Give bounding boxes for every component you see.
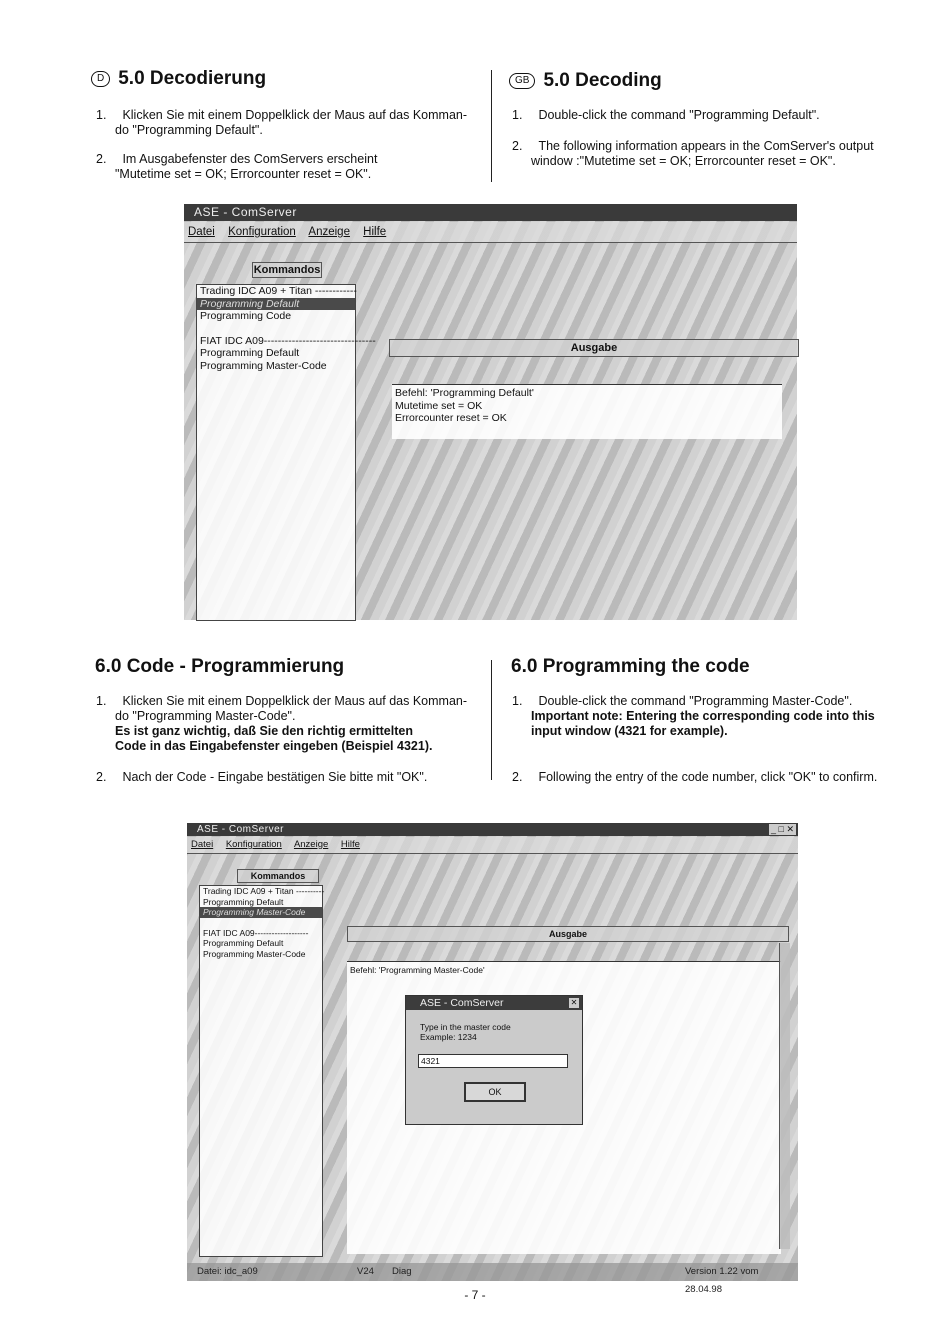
item-text: Double-click the command "Programming Default". xyxy=(538,108,820,122)
column-divider xyxy=(491,70,492,182)
item-text: Im Ausgabefenster des ComServers erscheint xyxy=(122,152,378,166)
list-item[interactable]: Programming Default xyxy=(203,938,284,948)
commands-list[interactable] xyxy=(199,885,323,1257)
commands-list[interactable] xyxy=(196,284,376,621)
dialog-prompt-text: Type in the master code xyxy=(420,1022,511,1032)
section-5-de-item-1 xyxy=(96,108,481,138)
list-item-selected[interactable]: Programming Default xyxy=(197,298,355,311)
output-line: Mutetime set = OK xyxy=(395,399,483,412)
commands-header: Kommandos xyxy=(253,264,321,276)
section-6-en-item-1 xyxy=(512,694,912,739)
menu-hilfe[interactable]: Hilfe xyxy=(363,226,387,238)
menu-datei[interactable]: Datei xyxy=(191,839,214,850)
section-5-en-item-1 xyxy=(512,108,912,123)
section-6-en-item-2 xyxy=(512,770,912,785)
item-important: Important note: Entering the corresponding code into this xyxy=(531,709,875,723)
item-number: 2. xyxy=(96,152,107,166)
menu-datei[interactable]: Datei xyxy=(188,226,215,238)
item-number: 2. xyxy=(512,770,523,784)
item-number: 2. xyxy=(512,139,523,153)
menu-hilfe[interactable]: Hilfe xyxy=(340,839,360,850)
item-text: do "Programming Master-Code". xyxy=(115,709,296,723)
menu-bar xyxy=(184,222,797,243)
page-number: - 7 - xyxy=(464,1288,486,1302)
item-important: Es ist ganz wichtig, daß Sie den richtig ermittelten xyxy=(115,724,413,738)
section-5-en-heading: 5.0 Decoding xyxy=(543,70,662,91)
commands-header: Kommandos xyxy=(237,869,319,883)
status-diag: Diag xyxy=(392,1266,412,1277)
status-bar xyxy=(187,1263,798,1295)
dialog-title: ASE - ComServer xyxy=(406,996,582,1010)
status-file: Datei: idc_a09 xyxy=(197,1266,258,1277)
item-text: do "Programming Default". xyxy=(115,123,263,137)
ok-button[interactable]: OK xyxy=(464,1082,526,1102)
output-header: Ausgabe xyxy=(347,926,789,942)
dialog-prompt xyxy=(420,1022,511,1042)
menu-konfiguration[interactable]: Konfiguration xyxy=(228,226,296,238)
section-5-de-item-2 xyxy=(96,152,481,182)
section-5-de-title xyxy=(91,68,266,90)
dialog-close-icon[interactable]: ✕ xyxy=(570,998,578,1007)
column-divider xyxy=(491,660,492,780)
item-text: Nach der Code - Eingabe bestätigen Sie bitte mit "OK". xyxy=(122,770,428,784)
output-line: Errorcounter reset = OK xyxy=(395,412,507,424)
section-5-de-heading: 5.0 Decodierung xyxy=(118,68,267,89)
item-text: window :"Mutetime set = OK; Errorcounter reset = OK". xyxy=(531,154,836,168)
item-important: Code in das Eingabefenster eingeben (Beispiel 4321). xyxy=(115,739,433,753)
master-code-dialog xyxy=(405,995,583,1125)
comserver-screenshot-2 xyxy=(187,823,798,1295)
list-item[interactable]: FIAT IDC A09------------------- xyxy=(203,927,309,938)
output-line: Befehl: 'Programming Master-Code' xyxy=(350,965,485,975)
list-item-selected[interactable]: Programming Master-Code xyxy=(200,907,322,918)
item-text: Following the entry of the code number, click "OK" to confirm. xyxy=(538,770,878,784)
item-number: 1. xyxy=(512,694,523,708)
list-item[interactable]: Trading IDC A09 + Titan ---------- xyxy=(203,886,325,896)
list-item[interactable] xyxy=(197,323,355,335)
item-number: 2. xyxy=(96,770,107,784)
item-text: The following information appears in the ComServer's output xyxy=(538,139,874,153)
section-6-de-title: 6.0 Code - Programmierung xyxy=(95,656,345,677)
code-input[interactable]: 4321 xyxy=(418,1054,568,1068)
list-item[interactable]: Programming Default xyxy=(203,896,284,907)
menu-anzeige[interactable]: Anzeige xyxy=(293,839,329,850)
item-important: input window (4321 for example). xyxy=(531,724,728,738)
menu-konfiguration[interactable]: Konfiguration xyxy=(225,839,282,850)
item-number: 1. xyxy=(512,108,523,122)
list-item[interactable]: Trading IDC A09 + Titan ------------ xyxy=(200,285,357,297)
language-badge-de: D xyxy=(91,71,110,87)
output-line: Befehl: 'Programming Default' xyxy=(395,387,534,399)
section-6-de-item-2 xyxy=(96,770,481,785)
output-header: Ausgabe xyxy=(389,339,799,357)
window-titlebar: ASE - ComServer xyxy=(187,823,798,836)
item-text: Double-click the command "Programming Master-Code". xyxy=(538,694,853,708)
item-number: 1. xyxy=(96,108,107,122)
menu-bar xyxy=(187,837,798,854)
section-5-en-item-2 xyxy=(512,139,912,169)
window-titlebar: ASE - ComServer xyxy=(184,204,797,221)
output-scrollbar[interactable] xyxy=(779,943,790,1249)
status-version: Version 1.22 vom 28.04.98 xyxy=(685,1266,759,1295)
comserver-screenshot-1 xyxy=(184,204,797,620)
dialog-example-text: Example: 1234 xyxy=(420,1032,477,1042)
window-controls: _ □ ✕ xyxy=(771,824,794,834)
section-5-en-title xyxy=(509,70,662,92)
item-text: Klicken Sie mit einem Doppelklick der Maus auf das Komman- xyxy=(122,108,468,122)
list-item[interactable]: FIAT IDC A09-------------------------------- xyxy=(200,334,376,347)
language-badge-gb: GB xyxy=(509,73,535,89)
status-port: V24 xyxy=(357,1266,374,1277)
item-number: 1. xyxy=(96,694,107,708)
list-item[interactable]: Programming Master-Code xyxy=(200,359,327,372)
item-text: Klicken Sie mit einem Doppelklick der Maus auf das Komman- xyxy=(122,694,468,708)
item-text: "Mutetime set = OK; Errorcounter reset = OK". xyxy=(115,167,372,181)
output-window xyxy=(392,384,782,439)
list-item[interactable]: Programming Master-Code xyxy=(203,948,306,959)
list-item[interactable]: Programming Code xyxy=(200,310,292,322)
list-item[interactable] xyxy=(200,918,322,928)
menu-anzeige[interactable]: Anzeige xyxy=(308,226,350,238)
section-6-en-title: 6.0 Programming the code xyxy=(511,656,750,677)
section-6-de-item-1 xyxy=(96,694,481,754)
list-item[interactable]: Programming Default xyxy=(200,347,300,359)
